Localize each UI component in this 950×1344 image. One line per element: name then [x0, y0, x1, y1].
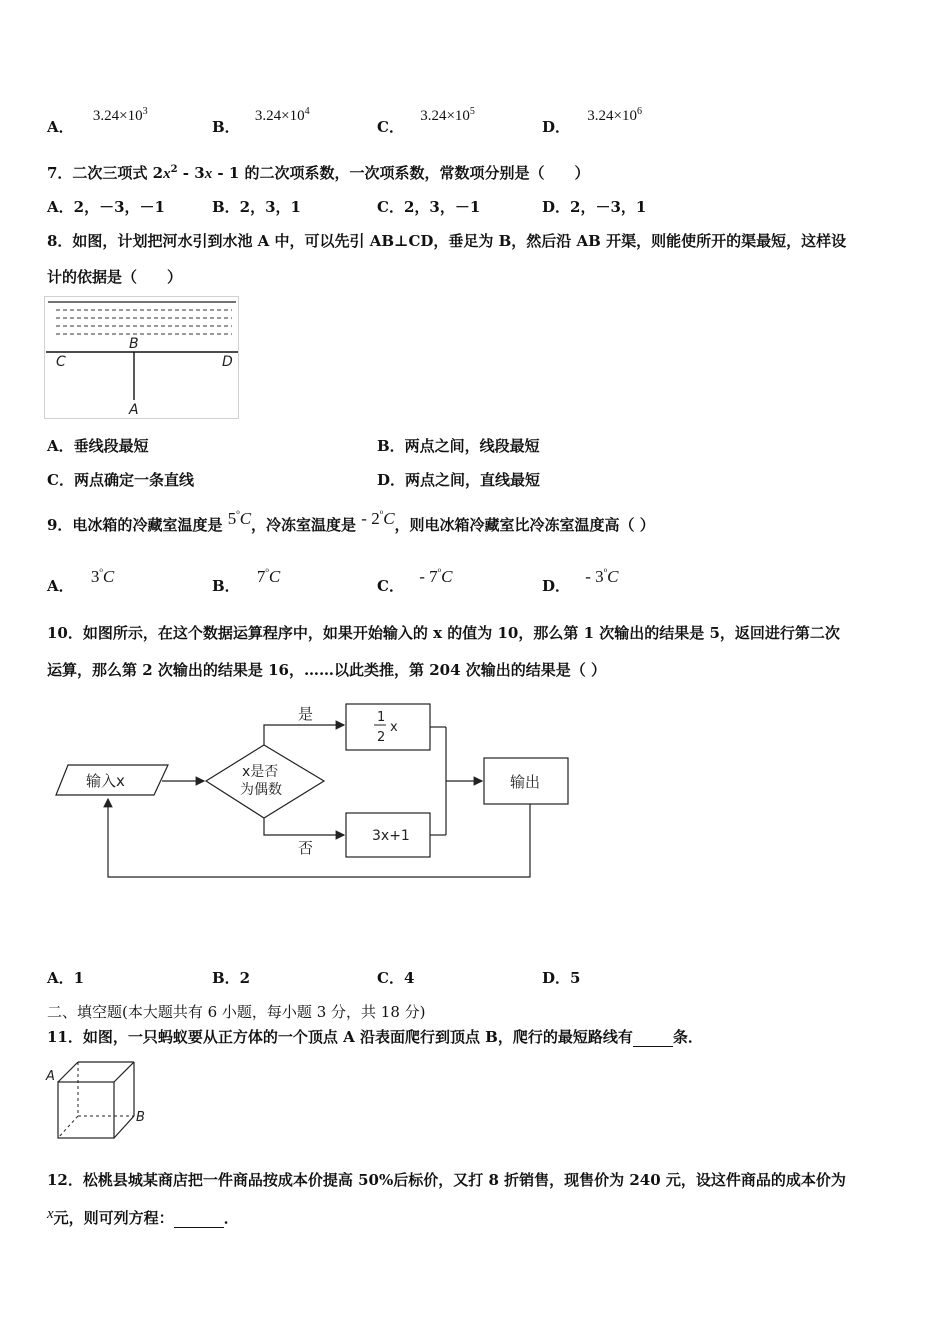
q12-stem-line1: 12．松桃县城某商店把一件商品按成本价提高 50%后标价，又打 8 折销售，现售价为 240 元，设这件商品的成本价为	[47, 1171, 846, 1189]
q6-option-b[interactable]: B． $3.24\times 10^4$	[212, 106, 310, 136]
q10-option-b[interactable]: B．2	[212, 969, 251, 987]
cube-label-a: A	[46, 1069, 55, 1084]
q8-option-a[interactable]: A．垂线段最短	[47, 437, 149, 455]
q10-option-c[interactable]: C．4	[377, 969, 415, 987]
cube-edge-3	[114, 1062, 134, 1082]
q7-option-a[interactable]: A．2，－3，－1	[47, 198, 165, 216]
yes-label: 是	[298, 705, 314, 723]
q11-stem: 11．如图，一只蚂蚁要从正方体的一个顶点 A 沿表面爬行到顶点 B，爬行的最短路线有 条．	[47, 1028, 703, 1046]
decision-label-line2: 为偶数	[240, 782, 282, 798]
q6-option-c[interactable]: C． $3.24\times 10^5$	[377, 106, 475, 136]
arrow-loop-back	[108, 799, 530, 877]
q6-option-d[interactable]: D． $3.24\times 10^6$	[542, 106, 642, 136]
q9-option-d[interactable]: D． - 3$^o$C	[542, 566, 619, 595]
q7-stem: 7．二次三项式 $2x^2 - 3x - 1$ 的二次项系数，一次项系数，常数项分别是（ ）	[47, 164, 590, 182]
q8-figure	[44, 296, 240, 420]
label-c: C	[56, 354, 66, 370]
q9-option-a[interactable]: A． 3$^o$C	[47, 566, 115, 595]
label-d: D	[222, 354, 233, 370]
cube-edge-5	[114, 1116, 134, 1138]
section-heading: 二、填空题(本大题共有 6 小题，每小题 3 分，共 18 分)	[47, 1003, 426, 1021]
q10-option-d[interactable]: D．5	[542, 969, 581, 987]
q9-option-b[interactable]: B． 7$^o$C	[212, 566, 281, 595]
decision-label-line1: x是否	[242, 764, 279, 780]
figure-frame	[45, 297, 239, 419]
q11-cube-figure	[44, 1058, 154, 1142]
arrow-yes	[264, 725, 344, 745]
cube-front-face	[58, 1082, 114, 1138]
q10-option-a[interactable]: A．1	[47, 969, 85, 987]
cube-label-b: B	[136, 1110, 145, 1125]
q7-option-b[interactable]: B．2，3，1	[212, 198, 301, 216]
label-b: B	[129, 336, 139, 352]
q10-stem-line2: 运算，那么第 2 次输出的结果是 16，……以此类推，第 204 次输出的结果是（ ）	[47, 661, 606, 679]
q10-flowchart	[50, 695, 580, 890]
q9-stem: 9．电冰箱的冷藏室温度是 5$^o$C，冷冻室温度是 - 2$^o$C，则电冰箱冷藏室比冷冻室温度高（ ）	[47, 508, 655, 534]
q7-option-c[interactable]: C．2，3，－1	[377, 198, 481, 216]
output-label: 输出	[510, 773, 541, 791]
q9-freezer-temp: - 2$^o$C	[361, 508, 395, 528]
no-label: 否	[298, 839, 314, 857]
frac-variable: x	[390, 720, 398, 735]
q8-option-c[interactable]: C．两点确定一条直线	[47, 471, 194, 489]
triple-plus-one-label: 3x+1	[372, 828, 410, 844]
half-box	[346, 704, 430, 750]
q8-stem-line1: 8．如图，计划把河水引到水池 A 中，可以先引 AB⊥CD，垂足为 B，然后沿 AB 开渠，则能使所开的渠最短，这样设	[47, 232, 847, 250]
q8-option-b[interactable]: B．两点之间，线段最短	[377, 437, 540, 455]
q9-fridge-temp: 5$^o$C	[227, 508, 252, 528]
q8-stem-line2: 计的依据是（ ）	[47, 268, 183, 286]
q8-option-d[interactable]: D．两点之间，直线最短	[377, 471, 541, 489]
frac-numerator: 1	[377, 710, 386, 725]
q11-answer-blank[interactable]	[633, 1028, 673, 1047]
input-label: 输入x	[86, 772, 125, 790]
q7-option-d[interactable]: D．2，－3，1	[542, 198, 647, 216]
frac-denominator: 2	[377, 730, 386, 745]
q12-stem-line2: x元，则可列方程： ．	[47, 1206, 239, 1227]
cube-edge-1	[58, 1062, 78, 1082]
q12-answer-blank[interactable]	[174, 1209, 224, 1228]
q6-option-a[interactable]: A． $3.24\times 10^3$	[47, 106, 148, 136]
q9-option-c[interactable]: C． - 7$^o$C	[377, 566, 453, 595]
label-a: A	[129, 402, 139, 418]
cube-hidden-edge-3	[58, 1116, 78, 1138]
arrow-no	[264, 818, 344, 835]
q10-stem-line1: 10．如图所示，在这个数据运算程序中，如果开始输入的 x 的值为 10，那么第 1 次输出的结果是 5，返回进行第二次	[47, 624, 840, 642]
